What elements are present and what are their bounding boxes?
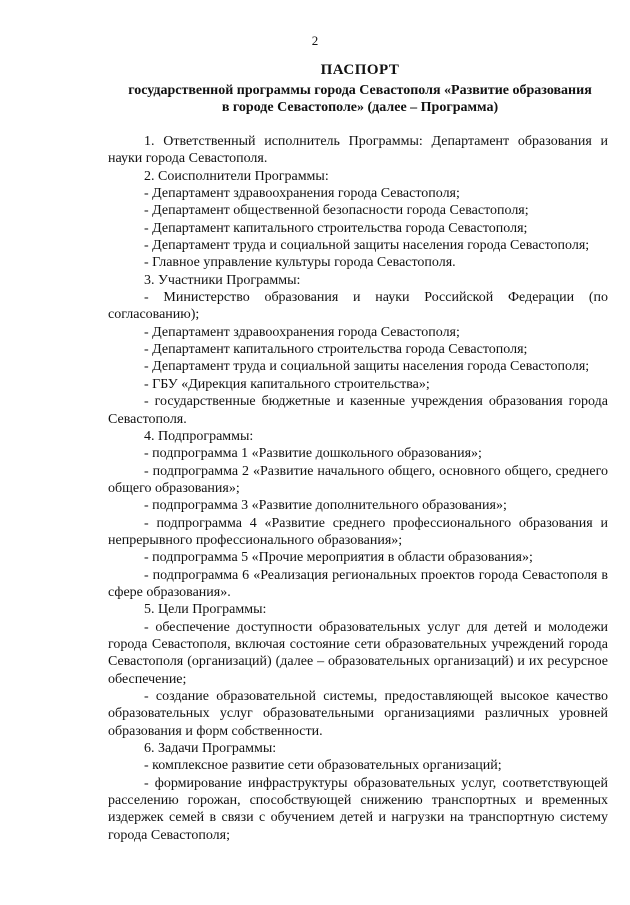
paragraph: 4. Подпрограммы:	[144, 428, 254, 444]
paragraph: - подпрограмма 4 «Развитие среднего профессионального образования и непрерывного профессионального образования»;	[108, 515, 608, 548]
paragraph: - Департамент труда и социальной защиты населения города Севастополя;	[144, 359, 590, 375]
paragraph: - государственные бюджетные и казенные учреждения образования города Севастополя.	[108, 394, 608, 427]
document-subtitle	[100, 82, 620, 116]
paragraph: - комплексное развитие сети образовательных организаций;	[144, 758, 502, 774]
paragraph: - ГБУ «Дирекция капитального строительства»;	[144, 376, 430, 392]
paragraph: 2. Соисполнители Программы:	[144, 168, 329, 184]
paragraph: - подпрограмма 1 «Развитие дошкольного образования»;	[144, 446, 482, 462]
paragraph: - подпрограмма 2 «Развитие начального общего, основного общего, среднего общего образования»;	[108, 463, 608, 496]
paragraph: - Департамент общественной безопасности города Севастополя;	[144, 203, 529, 219]
paragraph: - создание образовательной системы, предоставляющей высокое качество образовательных услуг образовательными организациями различных уровней образования и форм собственности.	[108, 689, 608, 739]
paragraph: - подпрограмма 3 «Развитие дополнительного образования»;	[144, 498, 507, 514]
subtitle-line-1: государственной программы города Севастополя «Развитие образования	[128, 83, 592, 98]
paragraph: 3. Участники Программы:	[144, 272, 301, 288]
document-body	[108, 133, 608, 844]
subtitle-line-2: в городе Севастополе» (далее – Программа)	[221, 100, 499, 115]
paragraph: 1. Ответственный исполнитель Программы: Департамент образования и науки города Севастополя.	[108, 134, 608, 167]
paragraph: - Департамент труда и социальной защиты населения города Севастополя;	[144, 238, 590, 254]
paragraph: - Департамент здравоохранения города Севастополя;	[144, 324, 460, 340]
paragraph: - Департамент капитального строительства города Севастополя;	[144, 342, 528, 358]
document-title: ПАСПОРТ	[320, 62, 400, 78]
paragraph: - Министерство образования и науки Российской Федерации (по согласованию);	[108, 290, 608, 323]
paragraph: - обеспечение доступности образовательных услуг для детей и молодежи города Севастополя, включая состояние сети образовательных учреждений города Севастополя (организаций) (далее – образовательных организаций) и их ресурсное обеспечение;	[108, 619, 608, 687]
paragraph: - подпрограмма 6 «Реализация региональных проектов города Севастополя в сфере образования».	[108, 567, 608, 600]
paragraph: - подпрограмма 5 «Прочие мероприятия в области образования»;	[144, 550, 533, 566]
paragraph: - Главное управление культуры города Севастополя.	[144, 255, 456, 271]
paragraph: - формирование инфраструктуры образовательных услуг, соответствующей расселению горожан, способствующей снижению транспортных и временных издержек семей в связи с обучением детей и нагрузки на транспортную систему города Севастополя;	[108, 775, 608, 843]
paragraph: 5. Цели Программы:	[144, 602, 267, 618]
passport-header	[100, 62, 620, 116]
paragraph: - Департамент капитального строительства города Севастополя;	[144, 220, 528, 236]
paragraph: 6. Задачи Программы:	[144, 741, 277, 757]
page-number: 2	[311, 33, 319, 48]
paragraph: - Департамент здравоохранения города Севастополя;	[144, 186, 460, 202]
